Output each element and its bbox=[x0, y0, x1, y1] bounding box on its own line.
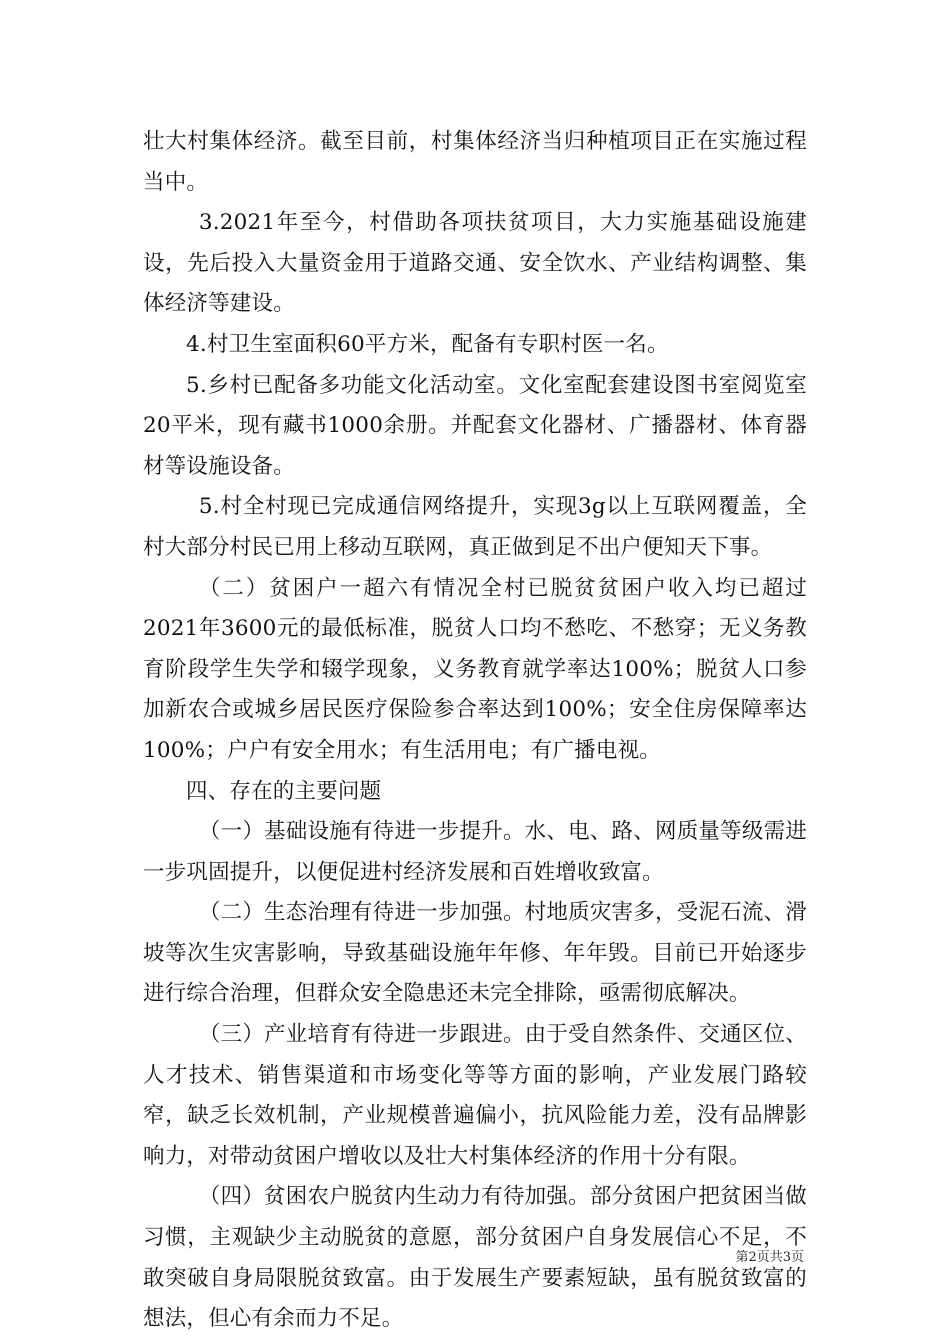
paragraph-section-2: （二）贫困户一超六有情况全村已脱贫贫困户收入均已超过2021年3600元的最低标准，脱贫人口均不愁吃、不愁穿；无义务教育阶段学生失学和辍学现象，义务教育就学率达100%；脱贫人口参加新农合或城乡居民医疗保险参合率达到100%；安全住房保障率达100%；户户有安全用水；有生活用电；有广播电视。 bbox=[143, 575, 807, 763]
paragraph-item-5b: 5.村全村现已完成通信网络提升，实现3g以上互联网覆盖，全村大部分村民已用上移动互联网，真正做到足不出户便知天下事。 bbox=[143, 494, 807, 560]
section-heading-problems: 四、存在的主要问题 bbox=[186, 778, 382, 804]
paragraph-problem-1: （一）基础设施有待进一步提升。水、电、路、网质量等级需进一步巩固提升，以便促进村经济发展和百姓增收致富。 bbox=[143, 819, 807, 885]
paragraph-continuation: 壮大村集体经济。截至目前，村集体经济当归种植项目正在实施过程当中。 bbox=[143, 129, 807, 195]
paragraph-item-3: 3.2021年至今，村借助各项扶贫项目，大力实施基础设施建设，先后投入大量资金用于道路交通、安全饮水、产业结构调整、集体经济等建设。 bbox=[143, 210, 807, 317]
paragraph-problem-2: （二）生态治理有待进一步加强。村地质灾害多，受泥石流、滑坡等次生灾害影响，导致基础设施年年修、年年毁。目前已开始逐步进行综合治理，但群众安全隐患还未完全排除，亟需彻底解决。 bbox=[143, 900, 807, 1007]
document-body bbox=[143, 122, 807, 1340]
paragraph-item-4: 4.村卫生室面积60平方米，配备有专职村医一名。 bbox=[186, 331, 669, 357]
paragraph-item-5a: 5.乡村已配备多功能文化活动室。文化室配套建设图书室阅览室20平米，现有藏书1000余册。并配套文化器材、广播器材、体育器材等设施设备。 bbox=[143, 372, 807, 479]
paragraph-problem-4: （四）贫困农户脱贫内生动力有待加强。部分贫困户把贫困当做习惯，主观缺少主动脱贫的意愿，部分贫困户自身发展信心不足，不敢突破自身局限脱贫致富。由于发展生产要素短缺，虽有脱贫致富的想法，但心有余而力不足。 bbox=[143, 1184, 807, 1332]
page-number: 第2页共3页 bbox=[735, 1250, 804, 1265]
paragraph-problem-3: （三）产业培育有待进一步跟进。由于受自然条件、交通区位、人才技术、销售渠道和市场变化等等方面的影响，产业发展门路较窄，缺乏长效机制，产业规模普遍偏小，抗风险能力差，没有品牌影响力，对带动贫困户增收以及壮大村集体经济的作用十分有限。 bbox=[143, 1022, 807, 1169]
